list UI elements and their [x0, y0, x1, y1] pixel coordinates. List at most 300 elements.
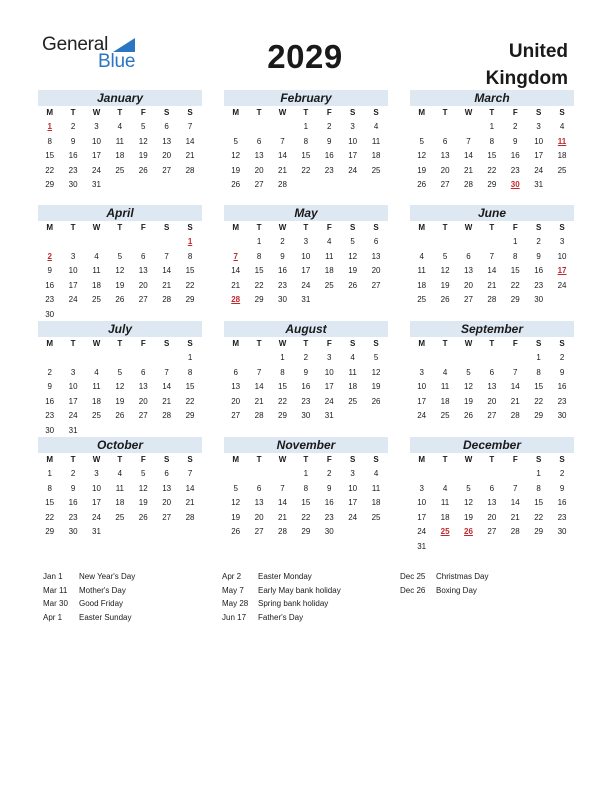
holiday-date: Apr 2: [222, 572, 242, 581]
week-row: [224, 525, 388, 540]
day-cell: 12: [115, 382, 125, 391]
empty-cell: [550, 293, 573, 308]
empty-cell: [61, 235, 84, 250]
day-cell: 16: [557, 382, 567, 391]
day-cell: 26: [231, 527, 241, 536]
day-cell: 27: [487, 527, 497, 536]
day-cell: 17: [417, 512, 427, 522]
week-row: [224, 279, 388, 294]
day-cell: 18: [92, 280, 101, 290]
week-row: [410, 279, 574, 294]
month-title: December: [410, 437, 574, 453]
day-cell: 6: [256, 136, 262, 146]
month-september: [410, 321, 574, 424]
weekday-header-row: [38, 106, 202, 120]
month-october: [38, 437, 202, 540]
holiday-entry: [400, 584, 488, 598]
day-cell: 15: [45, 498, 55, 507]
day-cell: 28: [185, 165, 195, 175]
weekday-header-row: [38, 453, 202, 467]
day-cell: 17: [92, 151, 101, 160]
day-cell: 18: [440, 396, 450, 406]
day-cell: 8: [47, 136, 52, 146]
day-cell: 17: [534, 151, 544, 160]
holiday-day-cell: 17: [557, 266, 567, 275]
holiday-date: May 28: [222, 599, 249, 608]
holiday-date: Apr 1: [43, 612, 63, 622]
holiday-day-cell: 26: [464, 527, 473, 536]
day-cell: 23: [301, 396, 311, 406]
day-cell: 3: [303, 237, 309, 246]
day-cell: 2: [327, 469, 332, 478]
day-cell: 17: [92, 498, 101, 507]
weekday-header: F: [326, 108, 332, 117]
week-row: [410, 511, 574, 526]
day-cell: 24: [417, 527, 427, 536]
day-cell: 3: [419, 483, 424, 493]
day-cell: 5: [350, 237, 355, 246]
weekday-header: M: [46, 108, 54, 117]
weekday-header: S: [373, 455, 379, 464]
weekday-header: M: [418, 108, 426, 117]
day-cell: 24: [68, 295, 78, 304]
month-title: August: [224, 321, 388, 337]
day-cell: 17: [348, 498, 358, 507]
empty-cell: [224, 235, 247, 250]
empty-cell: [155, 525, 178, 540]
week-row: [38, 250, 202, 265]
weekday-header: F: [326, 339, 332, 348]
day-cell: 12: [417, 151, 427, 160]
week-row: [224, 164, 388, 179]
day-cell: 11: [115, 136, 125, 146]
empty-cell: [132, 351, 155, 366]
day-cell: 26: [115, 295, 125, 304]
empty-cell: [318, 293, 341, 308]
weekday-header: W: [278, 339, 287, 348]
day-cell: 20: [371, 266, 381, 275]
holiday-day-cell: 1: [47, 122, 52, 131]
day-cell: 18: [115, 151, 125, 160]
month-title: March: [410, 90, 574, 106]
empty-cell: [85, 424, 108, 439]
day-cell: 24: [92, 512, 101, 522]
empty-cell: [224, 351, 247, 366]
day-cell: 17: [68, 396, 78, 406]
empty-cell: [457, 351, 480, 366]
day-cell: 1: [47, 469, 52, 478]
empty-cell: [480, 467, 503, 482]
empty-cell: [247, 467, 270, 482]
day-cell: 31: [92, 180, 101, 189]
day-cell: 26: [138, 512, 148, 522]
day-cell: 7: [256, 367, 262, 377]
week-row: [410, 380, 574, 395]
weekday-header: W: [92, 223, 101, 232]
day-cell: 11: [417, 266, 426, 275]
weekday-header: M: [418, 223, 426, 232]
day-cell: 30: [278, 295, 287, 304]
holiday-entry: [43, 597, 135, 611]
weekday-header: M: [232, 339, 240, 348]
day-cell: 9: [70, 483, 76, 493]
weekday-header: M: [46, 339, 54, 348]
day-cell: 9: [559, 367, 565, 377]
week-row: [410, 409, 574, 424]
day-cell: 21: [185, 498, 195, 507]
empty-cell: [271, 120, 294, 135]
day-cell: 26: [440, 295, 450, 304]
week-row: [38, 366, 202, 381]
week-row: [224, 135, 388, 150]
day-cell: 22: [534, 512, 544, 522]
weekday-header: T: [442, 339, 448, 348]
month-july: [38, 321, 202, 438]
day-cell: 24: [324, 396, 334, 406]
day-cell: 17: [348, 151, 358, 160]
day-cell: 8: [47, 483, 52, 493]
empty-cell: [108, 525, 131, 540]
month-title: October: [38, 437, 202, 453]
day-cell: 10: [92, 136, 101, 146]
week-row: [224, 511, 388, 526]
weekday-header: F: [140, 108, 146, 117]
empty-cell: [410, 467, 433, 482]
day-cell: 27: [231, 411, 241, 420]
weekday-header: F: [140, 339, 146, 348]
week-row: [38, 235, 202, 250]
day-cell: 15: [510, 266, 520, 275]
week-row: [224, 178, 388, 193]
day-cell: 16: [324, 151, 334, 160]
empty-cell: [178, 525, 201, 540]
day-cell: 14: [162, 382, 172, 391]
week-row: [224, 120, 388, 135]
day-cell: 5: [233, 136, 238, 146]
day-cell: 6: [256, 483, 262, 493]
empty-cell: [341, 293, 364, 308]
day-cell: 19: [138, 498, 148, 507]
day-cell: 6: [141, 367, 146, 377]
week-row: [224, 235, 388, 250]
day-cell: 19: [371, 382, 381, 391]
day-cell: 6: [373, 237, 379, 246]
day-cell: 26: [231, 180, 241, 189]
day-cell: 11: [440, 498, 450, 507]
empty-cell: [132, 424, 155, 439]
day-cell: 2: [303, 353, 309, 362]
day-cell: 12: [464, 382, 473, 391]
week-row: [38, 120, 202, 135]
weekday-header: S: [349, 339, 356, 348]
empty-cell: [364, 525, 387, 540]
week-row: [224, 250, 388, 265]
day-cell: 12: [138, 136, 148, 146]
holiday-name: Boxing Day: [436, 585, 477, 595]
weekday-header: T: [489, 223, 495, 232]
day-cell: 30: [68, 180, 78, 189]
weekday-header: F: [512, 223, 518, 232]
week-row: [38, 525, 202, 540]
day-cell: 4: [373, 469, 379, 478]
day-cell: 13: [162, 136, 172, 146]
week-row: [224, 409, 388, 424]
weekday-header: F: [140, 223, 146, 232]
weekday-header: S: [163, 339, 170, 348]
day-cell: 21: [162, 396, 172, 406]
weekday-header: W: [92, 339, 101, 348]
weekday-header: S: [187, 455, 193, 464]
day-cell: 18: [371, 498, 381, 507]
empty-cell: [504, 351, 527, 366]
empty-cell: [224, 120, 247, 135]
weekday-header: T: [117, 108, 123, 117]
day-cell: 2: [536, 237, 541, 246]
weekday-header: S: [535, 223, 542, 232]
week-row: [224, 366, 388, 381]
day-cell: 21: [278, 512, 287, 522]
day-cell: 16: [557, 498, 567, 507]
empty-cell: [247, 120, 270, 135]
day-cell: 6: [489, 367, 495, 377]
day-cell: 15: [185, 382, 195, 391]
day-cell: 6: [489, 483, 495, 493]
day-cell: 30: [45, 309, 55, 319]
week-row: [38, 511, 202, 526]
empty-cell: [178, 178, 201, 193]
month-title: May: [224, 205, 388, 221]
day-cell: 14: [510, 382, 520, 391]
day-cell: 22: [185, 396, 195, 406]
day-cell: 26: [348, 280, 358, 290]
day-cell: 6: [233, 367, 238, 377]
weekday-header: T: [256, 223, 262, 232]
weekday-header-row: [410, 337, 574, 351]
day-cell: 19: [115, 280, 125, 290]
day-cell: 15: [487, 151, 497, 160]
empty-cell: [132, 525, 155, 540]
weekday-header: F: [512, 108, 518, 117]
day-cell: 10: [534, 136, 544, 146]
day-cell: 18: [324, 266, 334, 275]
week-row: [224, 496, 388, 511]
day-cell: 4: [94, 251, 99, 261]
day-cell: 18: [557, 151, 567, 160]
weekday-header: F: [326, 223, 332, 232]
weekday-header-row: [224, 106, 388, 120]
empty-cell: [504, 540, 527, 555]
day-cell: 19: [231, 165, 241, 175]
day-cell: 27: [254, 527, 264, 536]
day-cell: 3: [94, 122, 99, 131]
week-row: [224, 293, 388, 308]
week-row: [410, 235, 574, 250]
day-cell: 16: [301, 382, 311, 391]
day-cell: 5: [233, 483, 238, 493]
day-cell: 15: [254, 266, 264, 275]
day-cell: 23: [324, 512, 334, 522]
day-cell: 1: [303, 122, 309, 131]
day-cell: 28: [510, 411, 520, 420]
day-cell: 29: [534, 411, 544, 420]
weekday-header: T: [442, 223, 448, 232]
empty-cell: [61, 351, 84, 366]
day-cell: 11: [92, 266, 101, 275]
weekday-header: T: [489, 339, 495, 348]
week-row: [38, 308, 202, 323]
empty-cell: [457, 120, 480, 135]
day-cell: 6: [442, 136, 448, 146]
weekday-header-row: [410, 106, 574, 120]
week-row: [410, 525, 574, 540]
empty-cell: [38, 351, 61, 366]
weekday-header: S: [187, 108, 193, 117]
day-cell: 22: [254, 280, 264, 290]
holiday-name: Spring bank holiday: [258, 599, 329, 608]
day-cell: 30: [301, 411, 311, 420]
logo-text-general: General: [42, 34, 109, 55]
day-cell: 1: [303, 469, 309, 478]
day-cell: 2: [280, 237, 285, 246]
day-cell: 26: [464, 411, 473, 420]
day-cell: 27: [440, 180, 450, 189]
weekday-header: S: [559, 455, 565, 464]
holiday-name: Easter Monday: [258, 572, 312, 581]
day-cell: 9: [513, 136, 518, 146]
empty-cell: [433, 467, 456, 482]
day-cell: 28: [162, 411, 172, 420]
day-cell: 27: [162, 512, 172, 522]
day-cell: 14: [464, 151, 473, 160]
day-cell: 24: [348, 512, 358, 522]
day-cell: 19: [138, 151, 148, 160]
weekday-header-row: [224, 453, 388, 467]
holiday-entry: [43, 611, 135, 625]
day-cell: 16: [534, 266, 544, 275]
day-cell: 15: [45, 151, 55, 160]
country-name: [486, 38, 568, 92]
weekday-header-row: [410, 221, 574, 235]
week-row: [38, 467, 202, 482]
day-cell: 7: [187, 122, 193, 131]
day-cell: 25: [115, 512, 125, 522]
day-cell: 8: [187, 367, 193, 377]
day-cell: 22: [487, 165, 497, 175]
week-row: [224, 351, 388, 366]
week-row: [410, 250, 574, 265]
holiday-column: [400, 570, 488, 597]
weekday-header: S: [535, 339, 542, 348]
day-cell: 28: [278, 527, 287, 536]
empty-cell: [410, 120, 433, 135]
weekday-header: S: [163, 108, 170, 117]
holiday-entry: [222, 611, 341, 625]
empty-cell: [364, 178, 387, 193]
day-cell: 4: [94, 367, 99, 377]
day-cell: 15: [534, 382, 544, 391]
day-cell: 9: [303, 367, 309, 377]
day-cell: 18: [371, 151, 381, 160]
day-cell: 13: [138, 382, 148, 391]
week-row: [38, 395, 202, 410]
day-cell: 19: [115, 396, 125, 406]
day-cell: 9: [70, 136, 76, 146]
day-cell: 9: [280, 251, 285, 261]
week-row: [410, 149, 574, 164]
day-cell: 25: [348, 396, 358, 406]
week-row: [38, 135, 202, 150]
week-row: [224, 395, 388, 410]
day-cell: 2: [327, 122, 332, 131]
day-cell: 23: [324, 165, 334, 175]
day-cell: 8: [303, 483, 309, 493]
holiday-date: Dec 25: [400, 572, 426, 581]
day-cell: 5: [466, 483, 471, 493]
week-row: [410, 467, 574, 482]
week-row: [38, 279, 202, 294]
empty-cell: [433, 351, 456, 366]
day-cell: 13: [254, 498, 264, 507]
day-cell: 23: [45, 411, 55, 420]
empty-cell: [433, 235, 456, 250]
weekday-header: W: [464, 455, 473, 464]
day-cell: 24: [534, 165, 544, 175]
week-row: [410, 540, 574, 555]
holiday-date: Mar 11: [43, 585, 68, 595]
day-cell: 28: [464, 180, 473, 189]
empty-cell: [364, 293, 387, 308]
day-cell: 20: [464, 280, 473, 290]
day-cell: 12: [348, 251, 358, 261]
day-cell: 11: [115, 483, 125, 493]
day-cell: 10: [348, 483, 358, 493]
day-cell: 27: [138, 295, 148, 304]
weekday-header: S: [559, 108, 565, 117]
day-cell: 16: [68, 498, 78, 507]
week-row: [38, 178, 202, 193]
weekday-header: T: [70, 339, 76, 348]
empty-cell: [155, 308, 178, 323]
day-cell: 29: [45, 527, 55, 536]
holiday-date: Mar 30: [43, 599, 68, 608]
day-cell: 20: [254, 512, 264, 522]
weekday-header: M: [46, 455, 54, 464]
empty-cell: [410, 235, 433, 250]
day-cell: 7: [187, 469, 193, 478]
day-cell: 28: [278, 180, 287, 189]
day-cell: 13: [487, 498, 497, 507]
empty-cell: [271, 467, 294, 482]
day-cell: 22: [301, 512, 311, 522]
week-row: [410, 366, 574, 381]
empty-cell: [132, 235, 155, 250]
day-cell: 3: [419, 367, 424, 377]
empty-cell: [457, 235, 480, 250]
weekday-header: W: [92, 108, 101, 117]
day-cell: 8: [187, 251, 193, 261]
day-cell: 18: [417, 280, 427, 290]
empty-cell: [108, 424, 131, 439]
day-cell: 29: [185, 411, 195, 420]
empty-cell: [410, 351, 433, 366]
month-title: January: [38, 90, 202, 106]
day-cell: 19: [231, 512, 241, 522]
day-cell: 22: [278, 396, 287, 406]
weekday-header-row: [38, 221, 202, 235]
empty-cell: [527, 540, 550, 555]
day-cell: 25: [371, 512, 381, 522]
weekday-header: M: [46, 223, 54, 232]
